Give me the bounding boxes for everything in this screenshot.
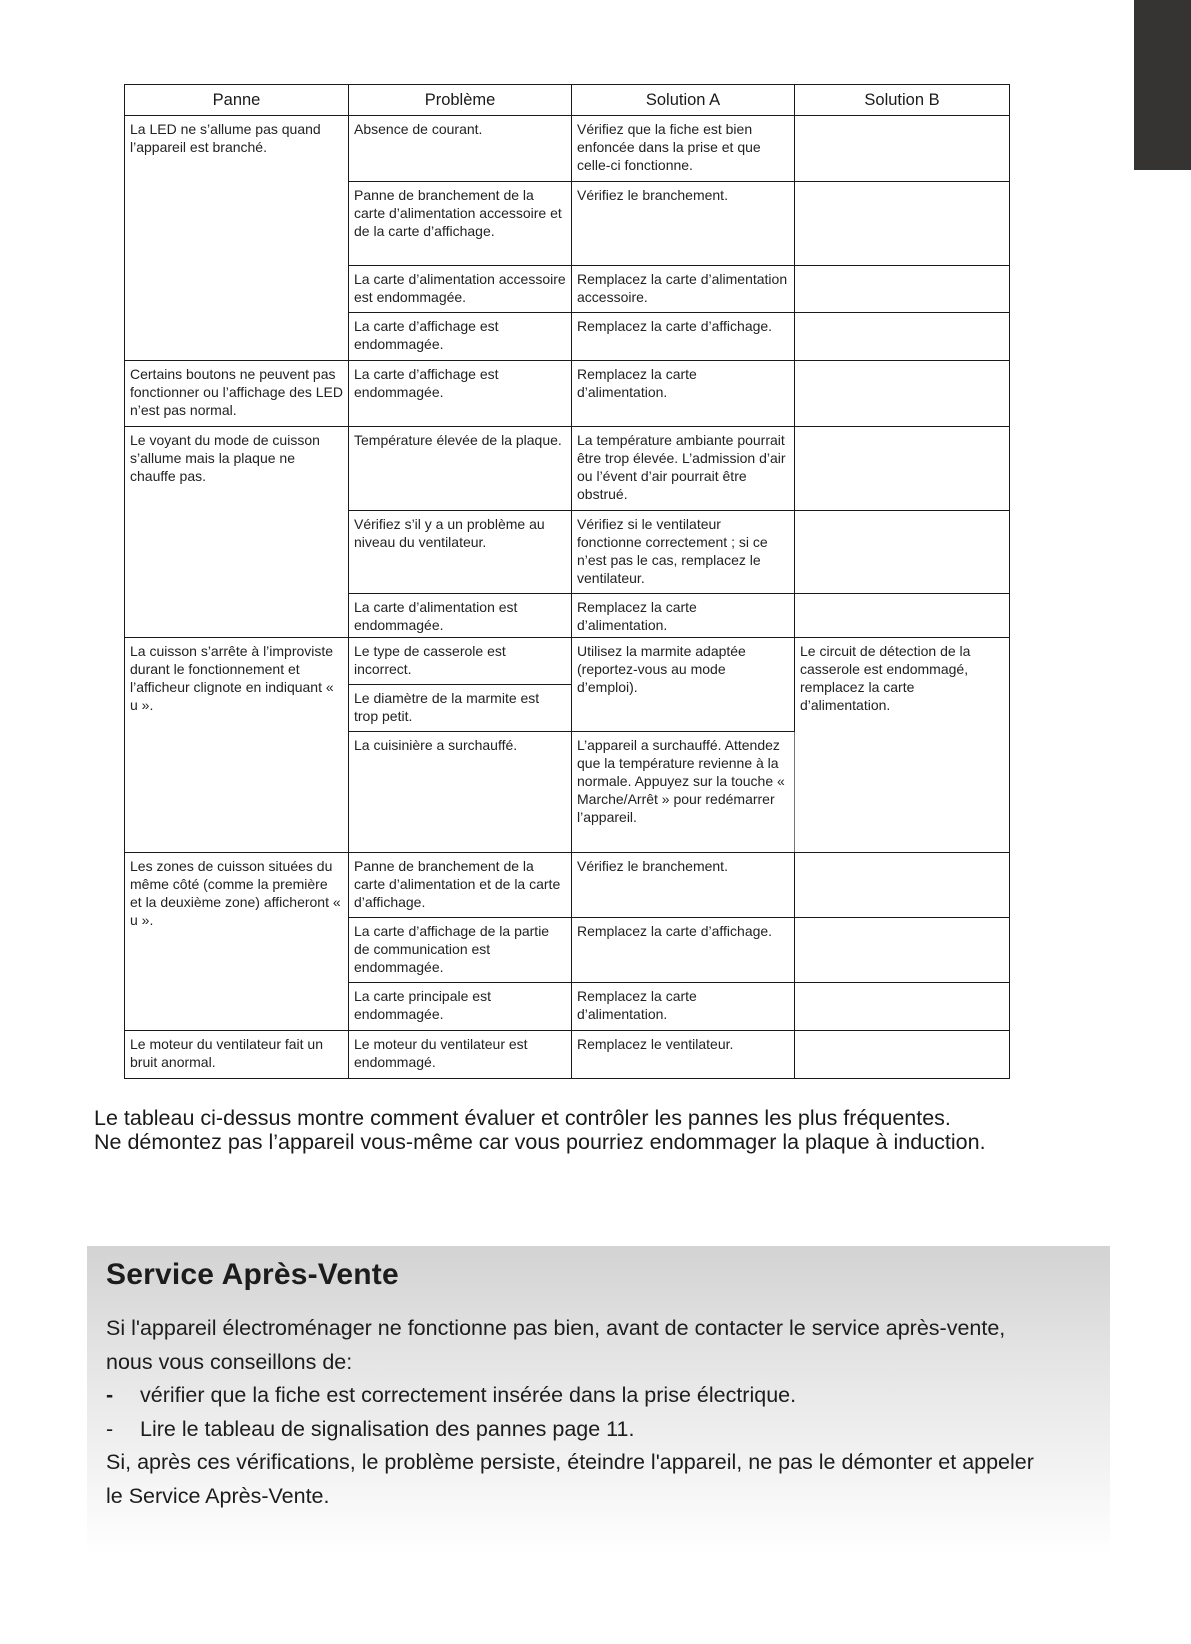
solution-a-cell: Remplacez la carte d’alimentation. xyxy=(572,594,795,638)
list-item xyxy=(106,1379,1116,1413)
panne-cell: Le moteur du ventilateur fait un bruit anormal. xyxy=(125,1031,349,1079)
solution-b-cell xyxy=(795,983,1010,1031)
probleme-cell: La carte d’affichage est endommagée. xyxy=(349,361,572,427)
probleme-cell: La carte d’affichage est endommagée. xyxy=(349,313,572,361)
service-body xyxy=(106,1312,1116,1513)
solution-a-cell: Vérifiez si le ventilateur fonctionne correctement ; si ce n’est pas le cas, remplacez le ventilateur. xyxy=(572,511,795,594)
solution-b-cell xyxy=(795,313,1010,361)
probleme-cell: Le type de casserole est incorrect. xyxy=(349,638,572,685)
troubleshooting-table xyxy=(124,84,1010,1079)
header-probleme: Problème xyxy=(349,85,572,116)
section-title: Service Après-Vente xyxy=(106,1258,399,1291)
table-row xyxy=(125,427,1010,511)
solution-b-cell xyxy=(795,918,1010,983)
solution-a-cell: Utilisez la marmite adaptée (reportez-vous au mode d’emploi). xyxy=(572,638,795,732)
panne-cell: Les zones de cuisson situées du même côté (comme la première et la deuxième zone) afficheront « u ». xyxy=(125,853,349,1031)
solution-a-cell: Remplacez la carte d’alimentation. xyxy=(572,361,795,427)
list-item-text: vérifier que la fiche est correctement insérée dans la prise électrique. xyxy=(140,1383,797,1407)
chapter-tab-marker xyxy=(1134,0,1191,170)
solution-a-cell: Vérifiez le branchement. xyxy=(572,182,795,266)
list-item-text: Lire le tableau de signalisation des pannes page 11. xyxy=(140,1416,635,1441)
panne-cell: Certains boutons ne peuvent pas fonctionner ou l’affichage des LED n’est pas normal. xyxy=(125,361,349,427)
panne-cell: La cuisson s’arrête à l’improviste durant le fonctionnement et l’afficheur clignote en indiquant « u ». xyxy=(125,638,349,853)
table-row xyxy=(125,638,1010,685)
probleme-cell: Vérifiez s’il y a un problème au niveau du ventilateur. xyxy=(349,511,572,594)
service-paragraph: Si, après ces vérifications, le problème persiste, éteindre l'appareil, ne pas le démonter et appeler xyxy=(106,1450,1034,1474)
probleme-cell: Panne de branchement de la carte d’alimentation et de la carte d’affichage. xyxy=(349,853,572,918)
service-paragraph: nous vous conseillons de: xyxy=(106,1349,353,1374)
service-paragraph: Si l'appareil électroménager ne fonctionne pas bien, avant de contacter le service après-vente, xyxy=(106,1316,1006,1340)
panne-cell: La LED ne s’allume pas quand l’appareil est branché. xyxy=(125,116,349,361)
probleme-cell: La carte d’alimentation accessoire est endommagée. xyxy=(349,266,572,313)
note-line: Ne démontez pas l’appareil vous-même car vous pourriez endommager la plaque à induction. xyxy=(94,1130,986,1154)
solution-b-cell xyxy=(795,1031,1010,1079)
solution-a-cell: Remplacez la carte d’affichage. xyxy=(572,918,795,983)
solution-b-cell xyxy=(795,116,1010,182)
solution-b-cell xyxy=(795,427,1010,511)
solution-b-cell xyxy=(795,511,1010,594)
list-item xyxy=(106,1413,1116,1447)
probleme-cell: La carte d’affichage de la partie de communication est endommagée. xyxy=(349,918,572,983)
table-row xyxy=(125,116,1010,182)
probleme-cell: Absence de courant. xyxy=(349,116,572,182)
solution-a-cell: L’appareil a surchauffé. Attendez que la température revienne à la normale. Appuyez sur la touche « Marche/Arrêt » pour redémarrer l’appareil. xyxy=(572,732,795,853)
service-paragraph: le Service Après-Vente. xyxy=(106,1483,330,1508)
service-apres-vente-section xyxy=(87,1246,1110,1556)
bullet-dash: - xyxy=(106,1383,114,1407)
solution-b-cell xyxy=(795,853,1010,918)
solution-a-cell: Remplacez la carte d’affichage. xyxy=(572,313,795,361)
probleme-cell: Le diamètre de la marmite est trop petit. xyxy=(349,685,572,732)
solution-a-cell: Remplacez la carte d’alimentation accessoire. xyxy=(572,266,795,313)
solution-a-cell: Remplacez le ventilateur. xyxy=(572,1031,795,1079)
probleme-cell: Panne de branchement de la carte d’alimentation accessoire et de la carte d’affichage. xyxy=(349,182,572,266)
probleme-cell: Température élevée de la plaque. xyxy=(349,427,572,511)
header-solution-b: Solution B xyxy=(795,85,1010,116)
solution-b-cell xyxy=(795,594,1010,638)
probleme-cell: Le moteur du ventilateur est endommagé. xyxy=(349,1031,572,1079)
solution-a-cell: Vérifiez que la fiche est bien enfoncée dans la prise et que celle-ci fonctionne. xyxy=(572,116,795,182)
solution-b-cell xyxy=(795,182,1010,266)
header-solution-a: Solution A xyxy=(572,85,795,116)
bullet-dash: - xyxy=(106,1416,114,1441)
solution-a-cell: Vérifiez le branchement. xyxy=(572,853,795,918)
table-row xyxy=(125,1031,1010,1079)
solution-b-cell: Le circuit de détection de la casserole est endommagé, remplacez la carte d’alimentation. xyxy=(795,638,1010,853)
probleme-cell: La carte d’alimentation est endommagée. xyxy=(349,594,572,638)
table-row xyxy=(125,361,1010,427)
solution-b-cell xyxy=(795,361,1010,427)
header-panne: Panne xyxy=(125,85,349,116)
table-row xyxy=(125,853,1010,918)
solution-a-cell: Remplacez la carte d’alimentation. xyxy=(572,983,795,1031)
probleme-cell: La cuisinière a surchauffé. xyxy=(349,732,572,853)
solution-a-cell: La température ambiante pourrait être trop élevée. L’admission d’air ou l’évent d’air pourrait être obstrué. xyxy=(572,427,795,511)
solution-b-cell xyxy=(795,266,1010,313)
note-line: Le tableau ci-dessus montre comment évaluer et contrôler les pannes les plus fréquentes. xyxy=(94,1106,951,1130)
probleme-cell: La carte principale est endommagée. xyxy=(349,983,572,1031)
panne-cell: Le voyant du mode de cuisson s’allume mais la plaque ne chauffe pas. xyxy=(125,427,349,638)
table-notes xyxy=(94,1106,1154,1154)
table-header-row xyxy=(125,85,1010,116)
